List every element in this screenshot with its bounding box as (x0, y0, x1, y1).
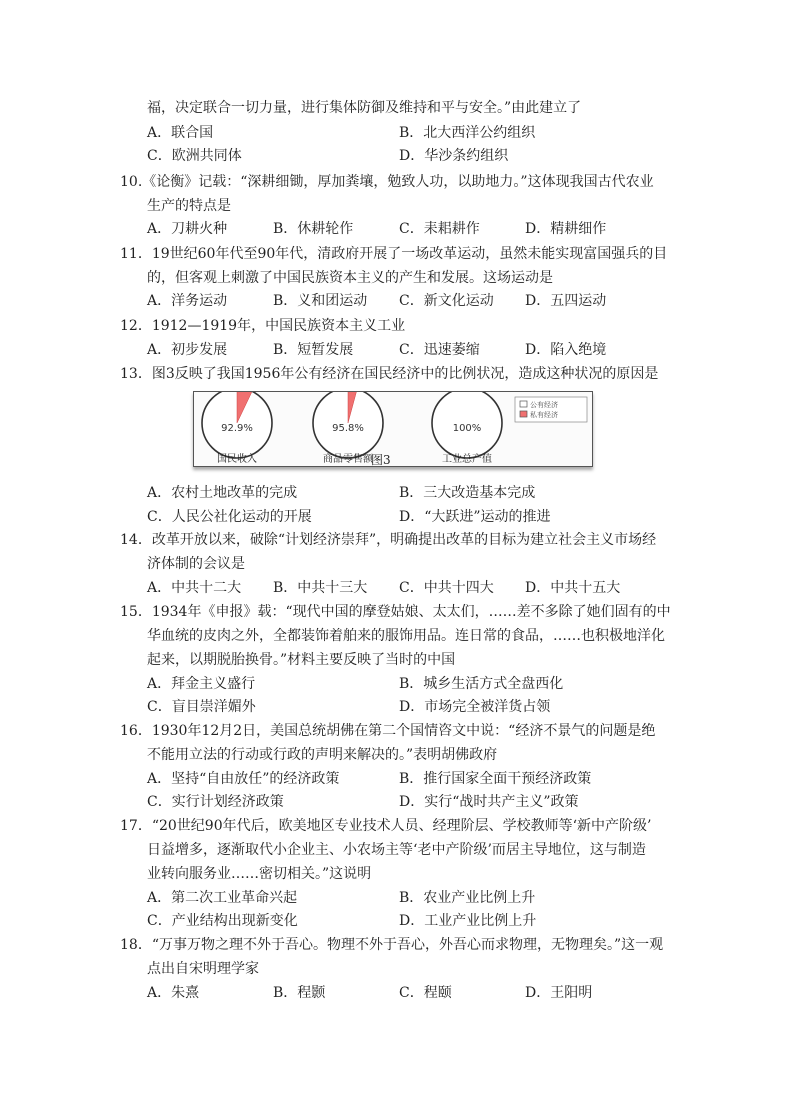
q16-option-b[interactable]: B．推行国家全面干预经济政策 (399, 771, 592, 787)
q10-stem-line2: 生产的特点是 (147, 198, 231, 214)
q9-stem-tail: 福，决定联合一切力量，进行集体防御及维持和平与安全。”由此建立了 (147, 100, 582, 116)
q11-stem-line1: 11．19世纪60年代至90年代，清政府开展了一场改革运动，虽然未能实现富国强兵的目 (120, 246, 668, 262)
q14-option-c[interactable]: C．中共十四大 (399, 580, 494, 596)
legend-public-label: 公有经济 (530, 401, 558, 409)
q14-option-a[interactable]: A．中共十二大 (147, 580, 242, 596)
q10-stem-line1: 10.《论衡》记载：“深耕细锄，厚加粪壤，勉致人功，以助地力。”这体现我国古代农业 (120, 174, 654, 190)
q18-option-b[interactable]: B．程颢 (273, 985, 326, 1001)
q17-stem-line3: 业转向服务业……密切相关。”这说明 (147, 866, 372, 882)
q11-stem-line2: 的，但客观上刺激了中国民族资本主义的产生和发展。这场运动是 (147, 270, 553, 286)
q15-option-d[interactable]: D．市场完全被洋货占领 (399, 699, 551, 715)
pie-value-label: 92.9% (221, 423, 253, 434)
q11-option-c[interactable]: C．新文化运动 (399, 293, 494, 309)
q17-option-d[interactable]: D．工业产业比例上升 (399, 913, 537, 929)
q16-option-c[interactable]: C．实行计划经济政策 (147, 794, 284, 810)
q9-option-c[interactable]: C．欧洲共同体 (147, 148, 242, 164)
q13-option-d[interactable]: D．“大跃进”运动的推进 (399, 509, 551, 525)
legend-private-swatch (520, 411, 527, 417)
figure-3-svg (194, 392, 592, 466)
pie-category-label: 商品零售额 (323, 454, 373, 465)
q14-stem-line2: 济体制的会议是 (147, 556, 245, 572)
q17-option-c[interactable]: C．产业结构出现新变化 (147, 913, 298, 929)
q15-option-b[interactable]: B．城乡生活方式全盘西化 (399, 676, 564, 692)
q10-option-d[interactable]: D．精耕细作 (525, 221, 607, 237)
q16-option-a[interactable]: A．坚持“自由放任”的经济政策 (147, 771, 340, 787)
q13-option-a[interactable]: A．农村土地改革的完成 (147, 485, 298, 501)
q13-stem-line1: 13．图3反映了我国1956年公有经济在国民经济中的比例状况，造成这种状况的原因是 (120, 366, 659, 382)
q17-option-a[interactable]: A．第二次工业革命兴起 (147, 890, 298, 906)
q18-stem-line2: 点出自宋明理学家 (147, 961, 259, 977)
pie-category-label: 国民收入 (217, 454, 257, 465)
q9-option-a[interactable]: A．联合国 (147, 125, 214, 141)
q17-option-b[interactable]: B．农业产业比例上升 (399, 890, 536, 906)
q12-option-c[interactable]: C．迅速萎缩 (399, 342, 480, 358)
figure-3-pie-charts (193, 391, 593, 467)
q16-stem-line2: 不能用立法的行动或行政的声明来解决的。”表明胡佛政府 (147, 747, 498, 763)
q9-option-d[interactable]: D．华沙条约组织 (399, 148, 509, 164)
q15-option-c[interactable]: C．盲目崇洋媚外 (147, 699, 256, 715)
q18-option-d[interactable]: D．王阳明 (525, 985, 593, 1001)
q11-option-b[interactable]: B．义和团运动 (273, 293, 368, 309)
q15-stem-line3: 起来，以期脱胎换骨。”材料主要反映了当时的中国 (147, 652, 456, 668)
q12-option-b[interactable]: B．短暂发展 (273, 342, 354, 358)
q13-option-c[interactable]: C．人民公社化运动的开展 (147, 509, 312, 525)
q12-option-a[interactable]: A．初步发展 (147, 342, 228, 358)
q12-option-d[interactable]: D．陷入绝境 (525, 342, 607, 358)
figure-legend (515, 397, 587, 422)
q11-option-a[interactable]: A．洋务运动 (147, 293, 228, 309)
q15-stem-line2: 华血统的皮肉之外，全都装饰着舶来的服饰用品。连日常的食品，……也积极地洋化 (147, 628, 665, 644)
q17-stem-line2: 日益增多，逐渐取代小企业主、小农场主等‘老中产阶级’而居主导地位，这与制造 (147, 842, 646, 858)
q18-option-a[interactable]: A．朱熹 (147, 985, 200, 1001)
figure-caption: 图3 (371, 453, 391, 467)
q13-option-b[interactable]: B．三大改造基本完成 (399, 485, 536, 501)
q12-stem-line1: 12．1912—1919年，中国民族资本主义工业 (120, 318, 406, 334)
q16-option-d[interactable]: D．实行“战时共产主义”政策 (399, 794, 579, 810)
q14-option-b[interactable]: B．中共十三大 (273, 580, 368, 596)
q15-stem-line1: 15．1934年《申报》载：“现代中国的摩登姑娘、太太们，……差不多除了她们固有的中 (120, 604, 671, 620)
q14-option-d[interactable]: D．中共十五大 (525, 580, 621, 596)
pie-industrial-output (432, 392, 502, 465)
q16-stem-line1: 16．1930年12月2日，美国总统胡佛在第二个国情咨文中说：“经济不景气的问题是绝 (120, 723, 656, 739)
q15-option-a[interactable]: A．拜金主义盛行 (147, 676, 256, 692)
legend-private-label: 私有经济 (530, 411, 558, 419)
pie-national-income (202, 392, 272, 465)
q10-option-c[interactable]: C．耒耜耕作 (399, 221, 480, 237)
q9-option-b[interactable]: B．北大西洋公约组织 (399, 125, 536, 141)
q18-stem-line1: 18．“万事万物之理不外于吾心。物理不外于吾心，外吾心而求物理，无物理矣。”这一观 (120, 937, 664, 953)
q17-stem-line1: 17．“20世纪90年代后，欧美地区专业技术人员、经理阶层、学校教师等‘新中产阶级’ (120, 818, 652, 834)
pie-value-label: 95.8% (332, 423, 364, 434)
pie-value-label: 100% (452, 423, 482, 434)
q10-option-a[interactable]: A．刀耕火种 (147, 221, 228, 237)
q18-option-c[interactable]: C．程颐 (399, 985, 452, 1001)
q10-option-b[interactable]: B．休耕轮作 (273, 221, 354, 237)
q14-stem-line1: 14．改革开放以来，破除“计划经济崇拜”，明确提出改革的目标为建立社会主义市场经 (120, 532, 657, 548)
pie-category-label: 工业总产值 (442, 454, 492, 465)
legend-public-swatch (520, 401, 527, 407)
q11-option-d[interactable]: D．五四运动 (525, 293, 607, 309)
